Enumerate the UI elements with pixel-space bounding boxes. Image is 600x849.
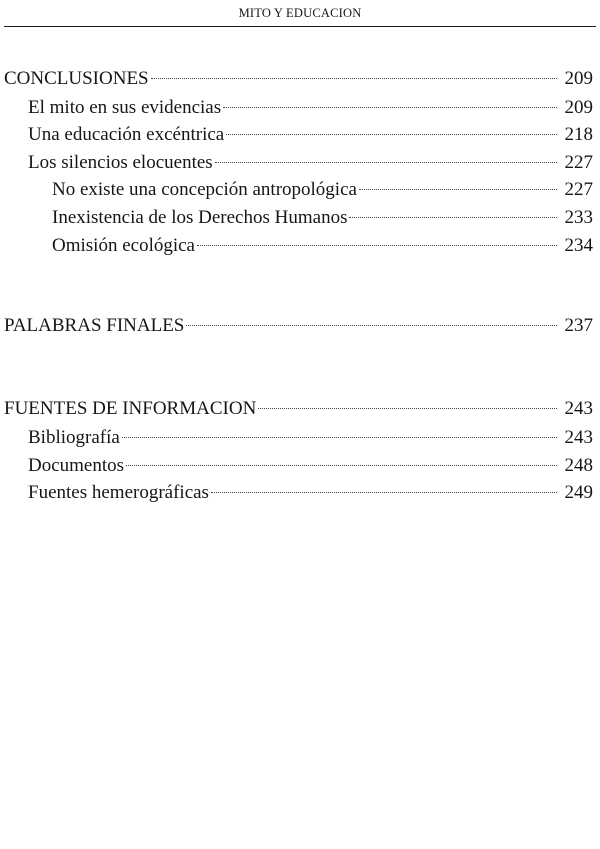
dot-leader [197,245,557,246]
toc-entry-derechos-humanos [52,205,593,231]
toc-entry-page: 243 [564,398,593,419]
toc-entry-page: 248 [564,455,593,476]
dot-leader [186,325,557,326]
dot-leader [258,408,557,409]
dot-leader [215,162,557,163]
toc-entry-title: FUENTES DE INFORMACION [4,398,257,419]
toc-entry-conclusiones [4,66,593,92]
toc-entry-title: CONCLUSIONES [4,68,149,89]
toc-entry-title: Fuentes hemerográficas [28,482,209,503]
dot-leader [349,217,557,218]
toc-entry-palabras-finales [4,313,593,339]
toc-entry-page: 218 [564,124,593,145]
toc-entry-documentos [28,453,593,479]
toc-entry-page: 243 [564,427,593,448]
toc-entry-page: 227 [564,179,593,200]
toc-entry-concepcion-antropologica [52,177,593,203]
toc-entry-bibliografia [28,425,593,451]
toc-entry-silencios-elocuentes [28,150,593,176]
toc-entry-omision-ecologica [52,233,593,259]
toc-entry-educacion-excentrica [28,122,593,148]
toc-entry-page: 249 [564,482,593,503]
toc-entry-title: Inexistencia de los Derechos Humanos [52,207,348,228]
toc-entry-title: El mito en sus evidencias [28,97,222,118]
toc-entry-title: Los silencios elocuentes [28,152,213,173]
toc-entry-page: 237 [564,315,593,336]
toc-entry-page: 227 [564,152,593,173]
toc-entry-mito-evidencias [28,95,593,121]
toc-entry-fuentes-informacion [4,396,593,422]
toc-entry-title: No existe una concepción antropológica [52,179,357,200]
toc-entry-page: 209 [564,97,593,118]
dot-leader [226,134,557,135]
dot-leader [359,189,557,190]
running-head: MITO Y EDUCACION [238,6,362,20]
toc-entry-page: 234 [564,235,593,256]
toc-entry-fuentes-hemerograficas [28,480,593,506]
dot-leader [126,465,557,466]
toc-entry-title: Documentos [28,455,125,476]
dot-leader [211,492,557,493]
toc-entry-page: 209 [564,68,593,89]
toc-entry-title: Bibliografía [28,427,120,448]
header-rule [4,26,596,27]
toc-entry-title: Omisión ecológica [52,235,195,256]
toc-entry-page: 233 [564,207,593,228]
toc-entry-title: PALABRAS FINALES [4,315,185,336]
toc-entry-title: Una educación excéntrica [28,124,225,145]
dot-leader [122,437,557,438]
dot-leader [151,78,557,79]
dot-leader [223,107,557,108]
